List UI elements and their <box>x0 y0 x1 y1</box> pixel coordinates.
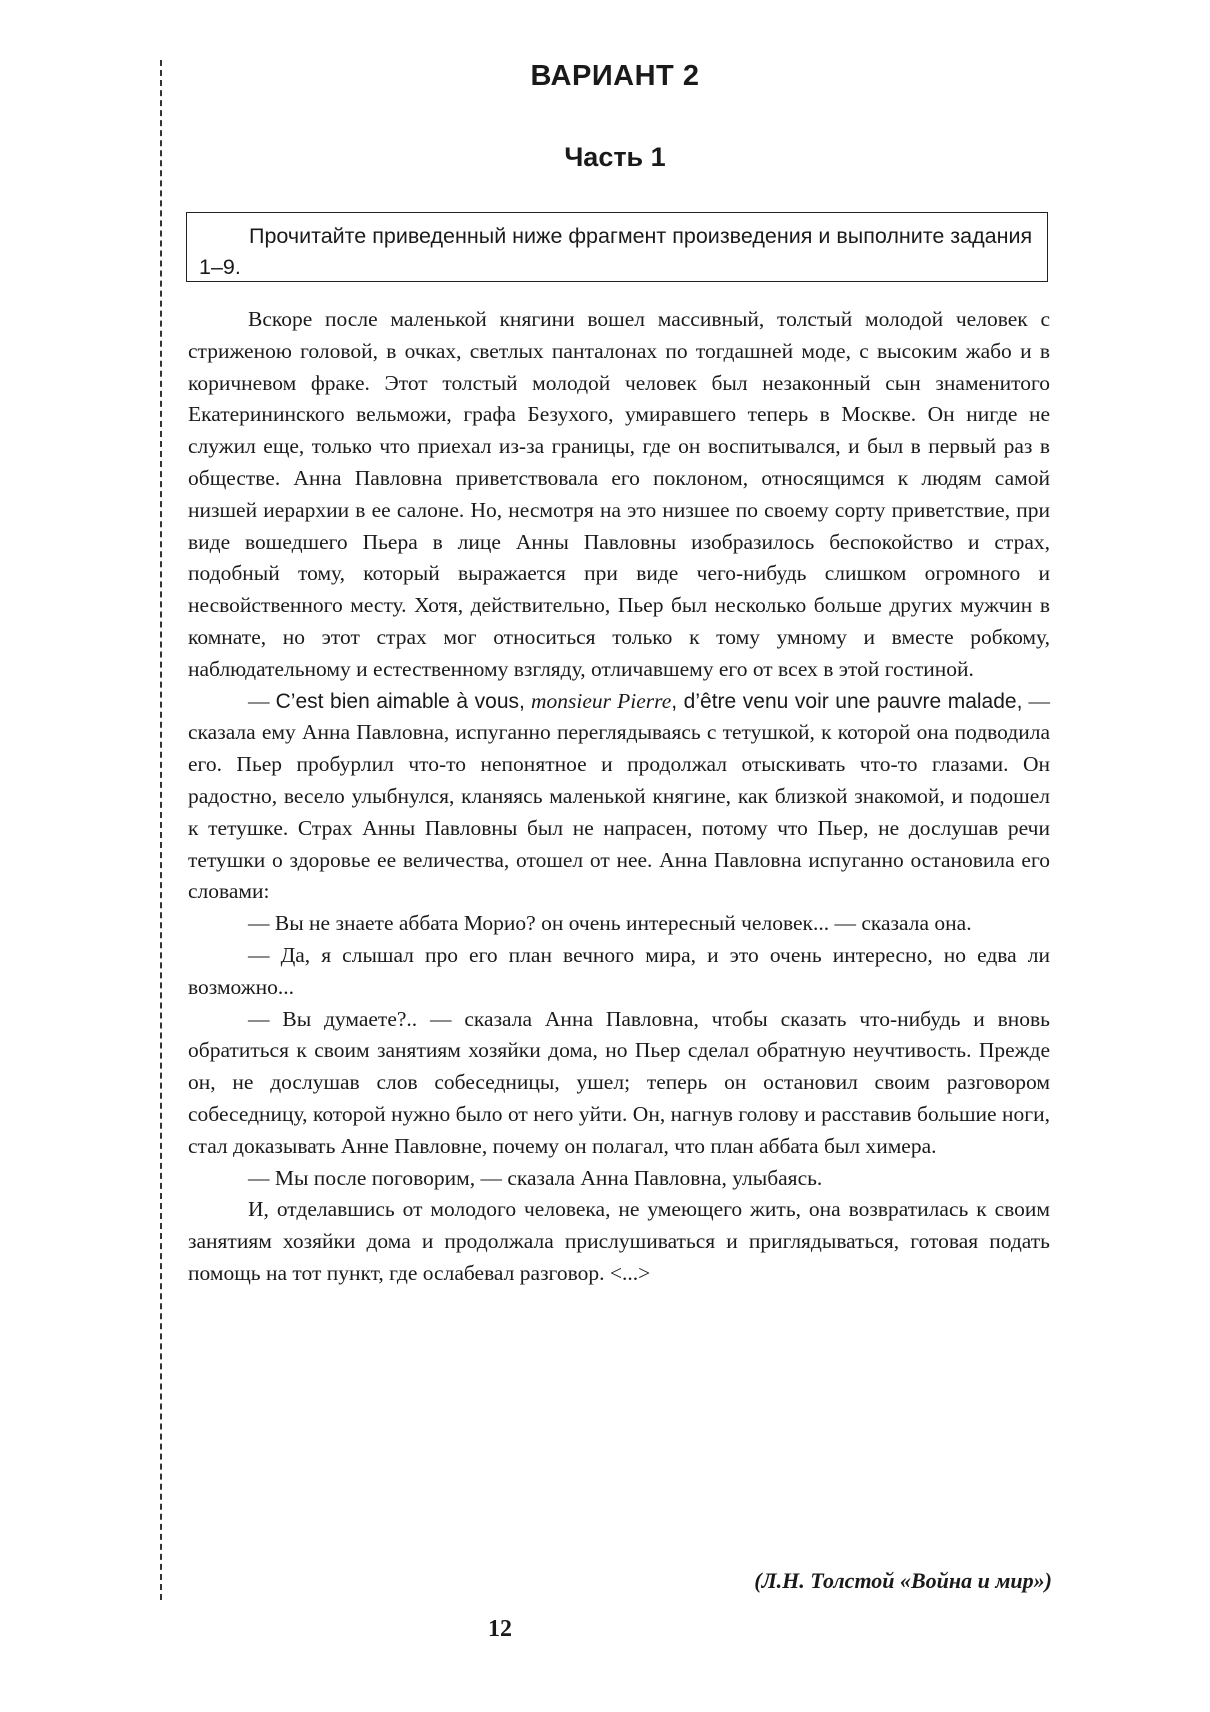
passage-paragraph-3: — Вы не знаете аббата Морио? он очень интересный человек... — сказала она. <box>248 911 972 936</box>
dash: — <box>248 688 276 713</box>
french-quote-start: C’est bien aimable à vous, <box>275 689 525 713</box>
french-quote-end: , d’être venu voir une pauvre malade, <box>671 689 1023 713</box>
cut-line <box>160 60 162 1600</box>
part-title: Часть 1 <box>564 142 666 172</box>
page-number: 12 <box>488 1616 512 1642</box>
passage-paragraph-2 <box>188 686 1050 909</box>
variant-title: ВАРИАНТ 2 <box>530 60 700 92</box>
passage-paragraph-5: — Вы думаете?.. — сказала Анна Павловна, чтобы сказать что-нибудь и вновь обратиться к своим занятиям хозяйки дома, но Пьер сделал обратную неучтивость. Прежде он, не дослушав слов собеседницы, ушел; теперь он остановил своим разговором собеседницу, которой нужно было от него уйти. Он, нагнув голову и расставив большие ноги, стал доказывать Анне Павловне, почему он полагал, что план аббата был химера. <box>188 1006 1050 1158</box>
instruction-box <box>186 212 1048 282</box>
passage-paragraph-1: Вскоре после маленькой княгини вошел массивный, толстый молодой человек с стриженою головой, в очках, светлых панталонах по тогдашней моде, с высоким жабо и в коричневом фраке. Этот толстый молодой человек был незаконный сын знаменитого Екатерининского вельможи, графа Безухого, умиравшего теперь в Москве. Он нигде не служил еще, только что приехал из-за границы, где он воспитывался, и был в первый раз в обществе. Анна Павловна приветствовала его поклоном, относящимся к людям самой низшей иерархии в ее салоне. Но, несмотря на это низшее по своему сорту приветствие, при виде вошедшего Пьера в лице Анны Павловны изобразилось беспокойство и страх, подобный тому, который выражается при виде чего-нибудь слишком огромного и несвойственного месту. Хотя, действительно, Пьер был несколько больше других мужчин в комнате, но этот страх мог относиться только к тому умному и вместе робкому, наблюдательному и естественному взгляду, отличавшему его от всех в этой гостиной. <box>188 307 1050 681</box>
source-attribution: (Л.Н. Толстой «Война и мир») <box>754 1568 1052 1593</box>
instruction-text: Прочитайте приведенный ниже фрагмент произведения и выполните задания 1–9. <box>199 224 1033 279</box>
passage-paragraph-4: — Да, я слышал про его план вечного мира, и это очень интересно, но едва ли возможно... <box>188 942 1050 999</box>
french-quote-name: monsieur Pierre <box>531 688 672 713</box>
literary-passage <box>188 304 1050 1290</box>
passage-paragraph-7: И, отделавшись от молодого человека, не умеющего жить, она возвратилась к своим занятиям хозяйки дома и продолжала прислушиваться и приглядываться, готовая подать помощь на тот пункт, где ослабевал разговор. <...> <box>188 1197 1050 1285</box>
passage-paragraph-6: — Мы после поговорим, — сказала Анна Павловна, улыбаясь. <box>248 1165 823 1190</box>
paragraph-2-rest: — сказала ему Анна Павловна, испуганно переглядываясь с тетушкой, к которой она подводила его. Пьер пробурлил что-то непонятное и продолжал отыскивать что-то глазами. Он радостно, весело улыбнулся, кланяясь маленькой княгине, как близкой знакомой, и подошел к тетушке. Страх Анны Павловны был не напрасен, потому что Пьер, не дослушав речи тетушки о здоровье ее величества, отошел от нее. Анна Павловна испуганно остановила его словами: <box>188 688 1051 904</box>
